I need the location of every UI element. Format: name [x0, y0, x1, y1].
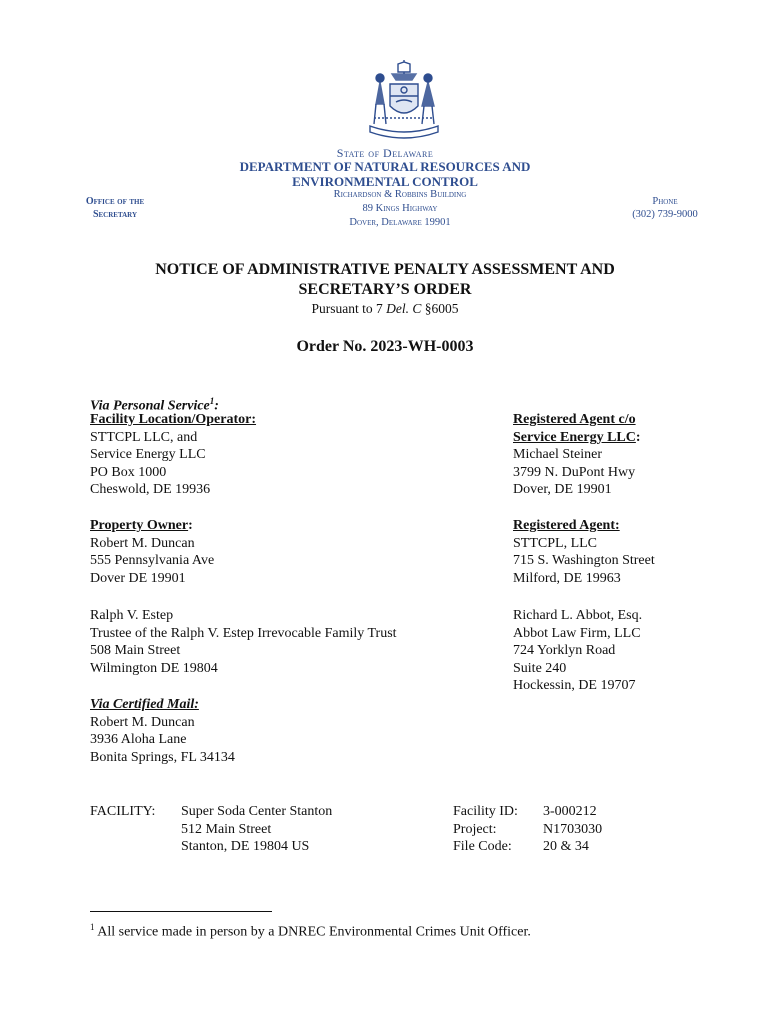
owner-line-3: Dover DE 19901 — [90, 570, 186, 586]
office-line-1: Office of the — [85, 196, 145, 207]
title-line-2: SECRETARY’S ORDER — [298, 281, 472, 298]
certified-line-2: 3936 Aloha Lane — [90, 732, 187, 748]
phone-number: (302) 739-9000 — [632, 209, 698, 220]
certified-line-1: Robert M. Duncan — [90, 714, 195, 730]
agent1-line-2: 3799 N. DuPont Hwy — [513, 464, 636, 480]
certified-line-3: Bonita Springs, FL 34134 — [90, 749, 235, 765]
address-line-1: Richardson & Robbins Building — [333, 189, 467, 200]
owner-line-2: 555 Pennsylvania Ave — [90, 553, 215, 569]
operator-line-2: Service Energy LLC — [90, 447, 206, 463]
footnote-ref: 1 — [209, 396, 215, 406]
address-line-3: Dover, Delaware 19901 — [349, 217, 451, 228]
trustee-block — [90, 607, 397, 677]
agent2-line-1: STTCPL, LLC — [513, 535, 598, 551]
agent2-line-3: Milford, DE 19963 — [513, 570, 621, 586]
project-value: N1703030 — [543, 821, 603, 837]
order-number: Order No. 2023-WH-0003 — [296, 338, 474, 355]
project-label: Project: — [453, 821, 497, 837]
department-name — [150, 159, 620, 189]
file-code-value: 20 & 34 — [543, 839, 589, 855]
facility-line-3: Stanton, DE 19804 US — [181, 839, 310, 855]
registered-agent-block-1 — [513, 411, 641, 499]
pursuant-prefix: Pursuant to 7 — [311, 301, 387, 316]
facility-operator-block — [90, 411, 256, 499]
agent-heading-colon: : — [635, 429, 641, 445]
office-line-2: Secretary — [92, 209, 138, 220]
pursuant-line — [0, 301, 770, 317]
attorney-block — [513, 607, 642, 695]
attorney-line-5: Hockessin, DE 19707 — [513, 678, 636, 694]
property-owner-block — [90, 517, 214, 587]
property-owner-heading: Property Owner — [90, 518, 189, 533]
trustee-line-4: Wilmington DE 19804 — [90, 660, 218, 676]
department-line-2: ENVIRONMENTAL CONTROL — [292, 174, 478, 189]
trustee-line-2: Trustee of the Ralph V. Estep Irrevocable Family Trust — [90, 625, 397, 641]
address-line-2: 89 Kings Highway — [362, 203, 438, 214]
agent2-heading: Registered Agent: — [513, 518, 620, 533]
notice-title — [100, 260, 670, 300]
delaware-state-seal-icon — [356, 54, 452, 150]
footnote-number: 1 — [90, 922, 95, 932]
via-personal-label: Via Personal Service — [90, 398, 210, 414]
file-code-label: File Code: — [453, 839, 512, 855]
footnote-divider — [90, 911, 272, 912]
trustee-line-3: 508 Main Street — [90, 643, 181, 659]
facility-id-label: Facility ID: — [453, 804, 518, 819]
operator-line-1: STTCPL LLC, and — [90, 429, 198, 445]
facility-operator-heading: Facility Location/Operator: — [90, 412, 257, 427]
facility-meta-labels — [453, 803, 518, 856]
agent-heading-1: Registered Agent c/o — [513, 412, 636, 427]
department-line-1: DEPARTMENT OF NATURAL RESOURCES AND — [239, 159, 531, 174]
certified-mail-block — [90, 696, 235, 766]
operator-line-4: Cheswold, DE 19936 — [90, 482, 211, 498]
pursuant-code: Del. C — [386, 301, 422, 316]
registered-agent-block-2 — [513, 517, 655, 587]
facility-line-1: Super Soda Center Stanton — [181, 804, 333, 819]
attorney-line-4: Suite 240 — [513, 660, 567, 676]
facility-label: FACILITY: — [90, 804, 156, 819]
facility-line-2: 512 Main Street — [181, 821, 272, 837]
title-line-1: NOTICE OF ADMINISTRATIVE PENALTY ASSESSMENT AND — [155, 261, 615, 278]
agent1-line-1: Michael Steiner — [513, 447, 603, 463]
facility-id-value: 3-000212 — [543, 804, 597, 819]
footnote — [90, 922, 531, 941]
trustee-line-1: Ralph V. Estep — [90, 608, 174, 623]
owner-line-1: Robert M. Duncan — [90, 535, 195, 551]
property-owner-colon: : — [188, 518, 193, 533]
facility-meta-values — [543, 803, 602, 856]
footnote-text: All service made in person by a DNREC Environmental Crimes Unit Officer. — [94, 924, 531, 940]
attorney-line-1: Richard L. Abbot, Esq. — [513, 608, 643, 623]
phone-label: Phone — [652, 196, 678, 207]
agent2-line-2: 715 S. Washington Street — [513, 553, 655, 569]
attorney-line-2: Abbot Law Firm, LLC — [513, 625, 641, 641]
office-of-secretary — [76, 195, 154, 221]
facility-address — [181, 803, 332, 856]
pursuant-suffix: §6005 — [421, 301, 459, 316]
certified-mail-heading: Via Certified Mail: — [90, 697, 199, 712]
operator-line-3: PO Box 1000 — [90, 464, 167, 480]
attorney-line-3: 724 Yorklyn Road — [513, 643, 616, 659]
phone-block — [620, 195, 710, 221]
agent-heading-2: Service Energy LLC — [513, 429, 636, 445]
via-personal-colon: : — [214, 398, 219, 414]
agent1-line-3: Dover, DE 19901 — [513, 482, 612, 498]
state-name: State of Delaware — [336, 146, 434, 160]
department-address — [250, 188, 550, 230]
